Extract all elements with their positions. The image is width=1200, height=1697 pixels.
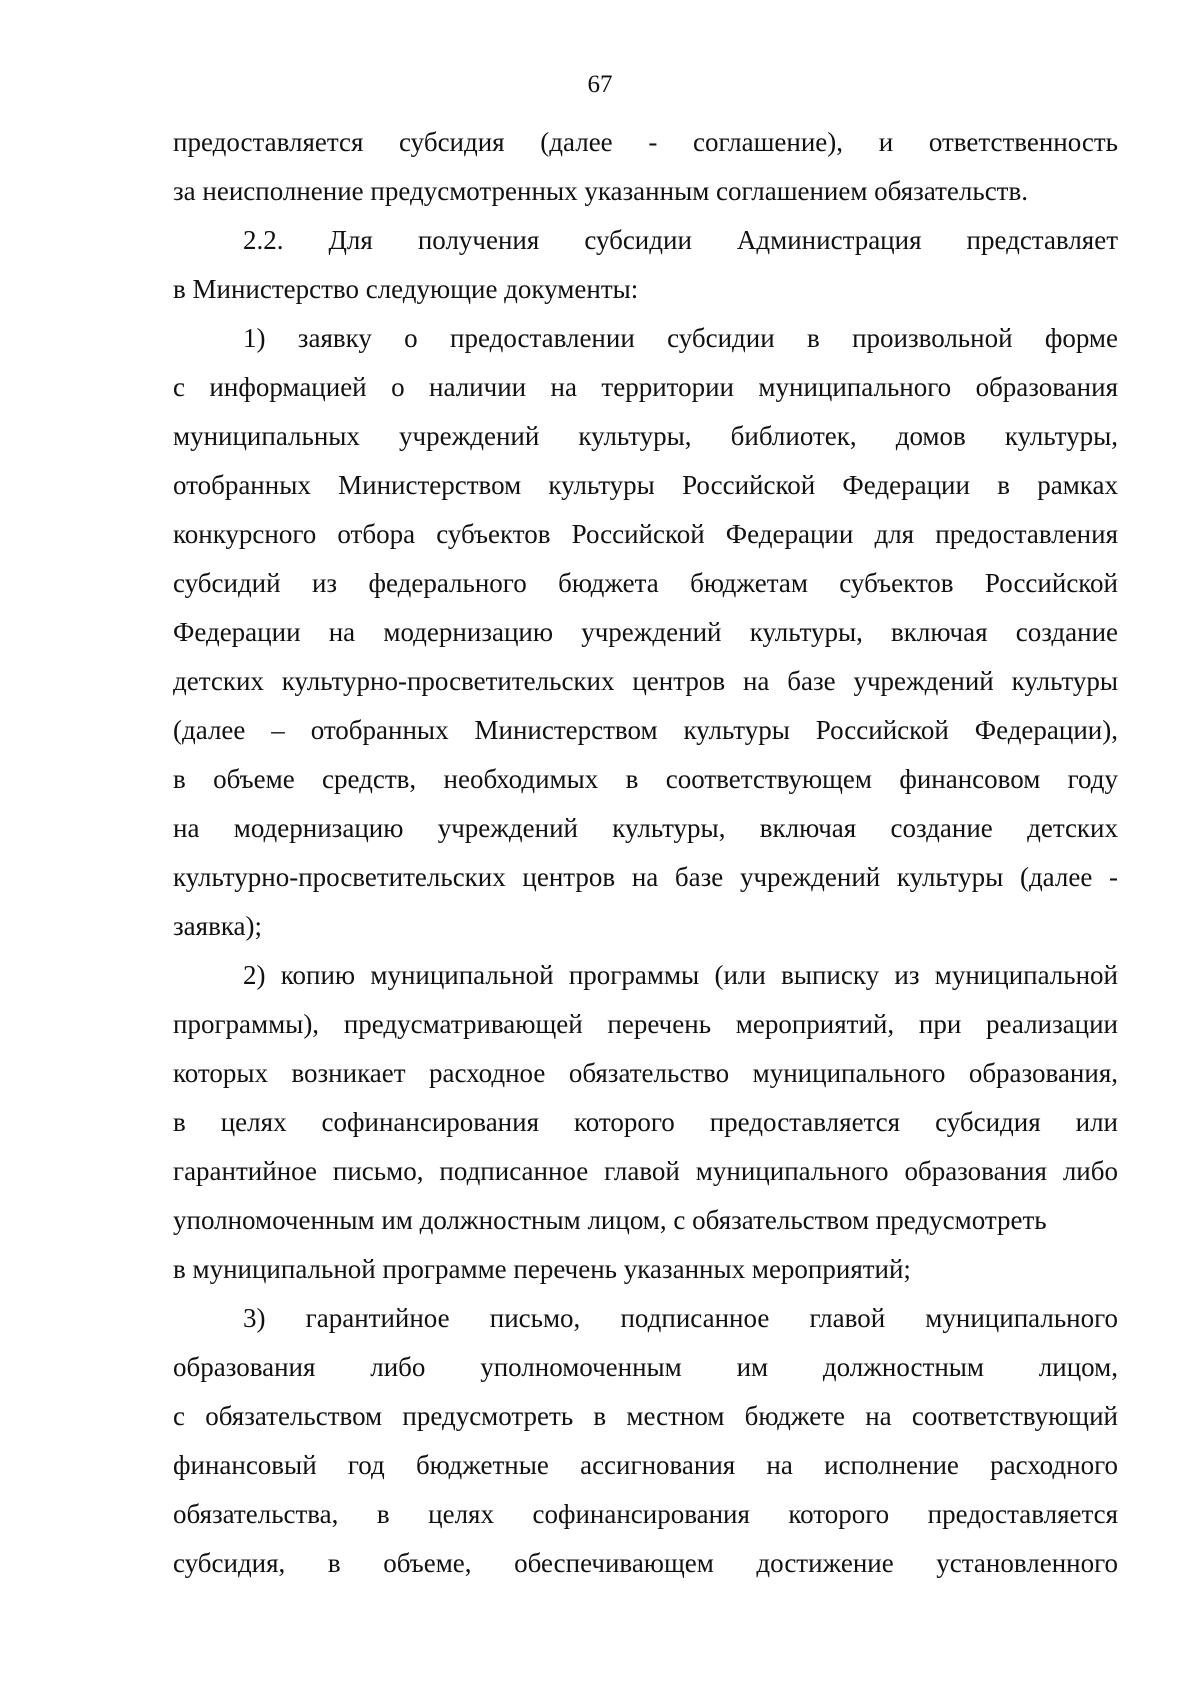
text-line: с информацией о наличии на территории муниципального образования <box>173 372 1118 402</box>
text-line: на модернизацию учреждений культуры, включая создание детских <box>173 813 1118 843</box>
text-line: в объеме средств, необходимых в соответствующем финансовом году <box>173 764 1118 794</box>
text-line: с обязательством предусмотреть в местном бюджете на соответствующий <box>173 1401 1118 1431</box>
text-line: 2) копию муниципальной программы (или выписку из муниципальной <box>243 960 1118 990</box>
text-line: уполномоченным им должностным лицом, с обязательством предусмотреть <box>173 1205 1047 1235</box>
text-line: 3) гарантийное письмо, подписанное главой муниципального <box>243 1303 1118 1333</box>
text-line: в муниципальной программе перечень указанных мероприятий; <box>173 1254 911 1284</box>
text-line: образования либо уполномоченным им должностным лицом, <box>173 1352 1118 1382</box>
text-line: предоставляется субсидия (далее - соглашение), и ответственность <box>173 127 1118 157</box>
text-line: муниципальных учреждений культуры, библиотек, домов культуры, <box>173 421 1118 451</box>
text-line: в целях софинансирования которого предоставляется субсидия или <box>173 1107 1118 1137</box>
text-line: финансовый год бюджетные ассигнования на исполнение расходного <box>173 1450 1118 1480</box>
text-line: заявка); <box>173 911 263 941</box>
text-line: субсидий из федерального бюджета бюджетам субъектов Российской <box>173 568 1118 598</box>
text-line: детских культурно-просветительских центров на базе учреждений культуры <box>173 666 1118 696</box>
text-line: культурно-просветительских центров на базе учреждений культуры (далее - <box>173 862 1118 892</box>
text-line: отобранных Министерством культуры Российской Федерации в рамках <box>173 470 1118 500</box>
text-line: в Министерство следующие документы: <box>173 274 639 304</box>
text-line: гарантийное письмо, подписанное главой муниципального образования либо <box>173 1156 1118 1186</box>
text-line: которых возникает расходное обязательство муниципального образования, <box>173 1058 1118 1088</box>
page-number: 67 <box>587 71 613 98</box>
text-line: конкурсного отбора субъектов Российской Федерации для предоставления <box>173 519 1118 549</box>
text-line: за неисполнение предусмотренных указанным соглашением обязательств. <box>173 176 1028 206</box>
text-line: Федерации на модернизацию учреждений культуры, включая создание <box>173 617 1118 647</box>
text-line: 2.2. Для получения субсидии Администрация представляет <box>243 225 1118 255</box>
body-text <box>173 118 1118 1588</box>
text-line: программы), предусматривающей перечень мероприятий, при реализации <box>173 1009 1118 1039</box>
text-line: (далее – отобранных Министерством культуры Российской Федерации), <box>173 715 1118 745</box>
text-line: субсидия, в объеме, обеспечивающем достижение установленного <box>173 1548 1118 1578</box>
text-line: обязательства, в целях софинансирования которого предоставляется <box>173 1499 1118 1529</box>
text-line: 1) заявку о предоставлении субсидии в произвольной форме <box>243 323 1118 353</box>
